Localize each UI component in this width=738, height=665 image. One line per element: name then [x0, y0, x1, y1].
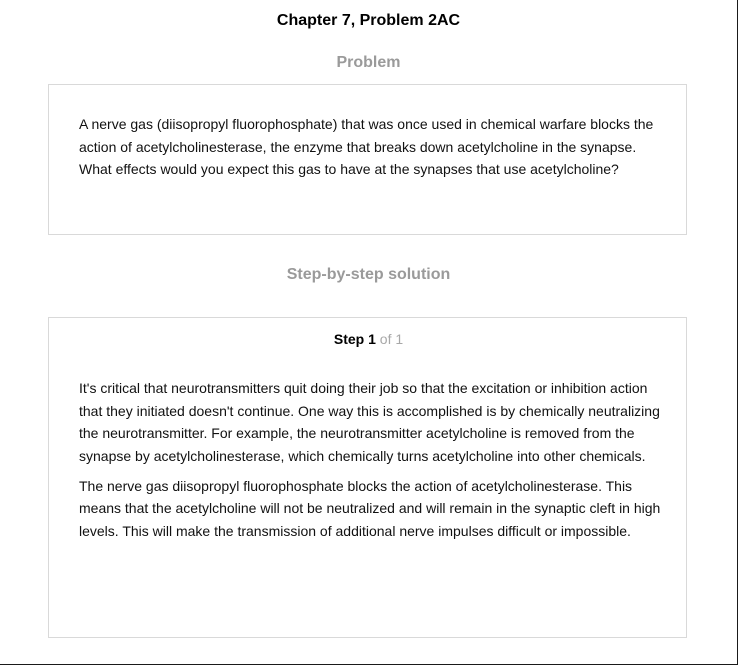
problem-card — [48, 84, 687, 235]
solution-text — [79, 377, 663, 550]
problem-heading: Problem — [336, 54, 401, 71]
solution-paragraph: The nerve gas diisopropyl fluorophosphate blocks the action of acetylcholinesterase. This means that the acetylcholine will not be neutralized and will remain in the synaptic cleft in high levels. This will make the transmission of additional nerve impulses difficult or impossible. — [79, 477, 661, 539]
problem-text: A nerve gas (diisopropyl fluorophosphate) that was once used in chemical warfare blocks the action of acetylcholinesterase, the enzyme that breaks down acetylcholine in the synapse. What effects would you expect this gas to have at the synapses that use acetylcholine? — [79, 116, 654, 177]
step-current: 1 — [368, 331, 376, 347]
solution-card — [48, 317, 687, 638]
solution-paragraph: It's critical that neurotransmitters quit doing their job so that the excitation or inhibition action that they initiated doesn't continue. One way this is accomplished is by chemically neutralizing the neurotransmitter. For example, the neurotransmitter acetylcholine is removed from the synapse by acetylcholinesterase, which chemically turns acetylcholine into other chemicals. — [79, 380, 660, 464]
step-indicator — [49, 331, 688, 347]
solution-heading: Step-by-step solution — [286, 266, 451, 283]
step-word: Step — [333, 331, 365, 347]
page-title: Chapter 7, Problem 2AC — [276, 12, 461, 29]
step-total: of 1 — [379, 331, 404, 347]
